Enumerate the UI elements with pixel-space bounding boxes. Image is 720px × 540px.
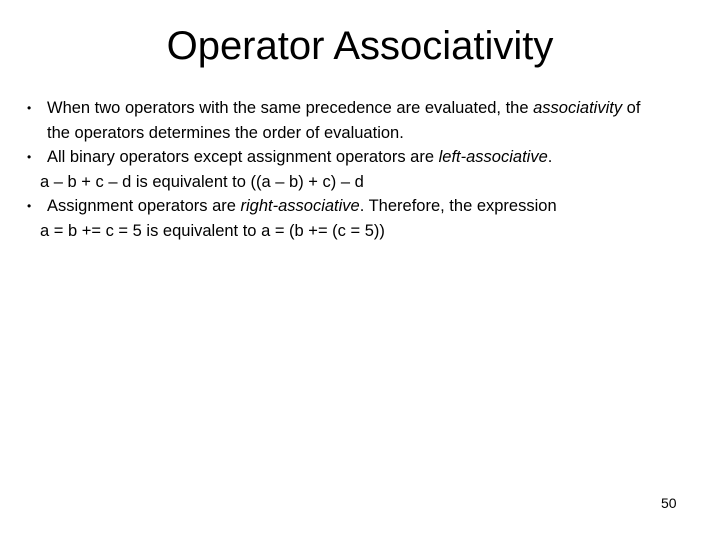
bullet-item-right-associative — [27, 194, 697, 243]
example-expression: a – b + c – d is equivalent to ((a – b) + c) – d — [40, 172, 364, 191]
bullet-text: . — [547, 148, 553, 166]
emphasis-term: associativity — [533, 99, 623, 117]
bullet-item-left-associative — [27, 145, 697, 194]
bullet-text: . Therefore, the expression — [359, 197, 557, 215]
bullet-icon: • — [27, 101, 32, 115]
bullet-line — [47, 145, 697, 170]
example-expression: a = b += c = 5 is equivalent to a = (b += (c = 5)) — [40, 221, 385, 240]
slide-number: 50 — [661, 495, 677, 511]
bullet-text: Assignment operators are — [47, 197, 241, 215]
slide-title: Operator Associativity — [166, 24, 554, 68]
bullet-line — [47, 96, 697, 121]
bullet-text: All binary operators except assignment operators are — [47, 148, 439, 166]
bullet-text: When two operators with the same precedence are evaluated, the — [47, 99, 534, 117]
bullet-line — [47, 194, 697, 219]
bullet-text: of — [622, 99, 641, 117]
emphasis-term: right-associative — [240, 197, 360, 215]
bullet-list — [27, 96, 697, 243]
bullet-item-associativity — [27, 96, 697, 145]
bullet-icon: • — [27, 199, 32, 213]
bullet-icon: • — [27, 150, 32, 164]
emphasis-term: left-associative — [438, 148, 548, 166]
bullet-continuation: the operators determines the order of evaluation. — [47, 123, 404, 142]
